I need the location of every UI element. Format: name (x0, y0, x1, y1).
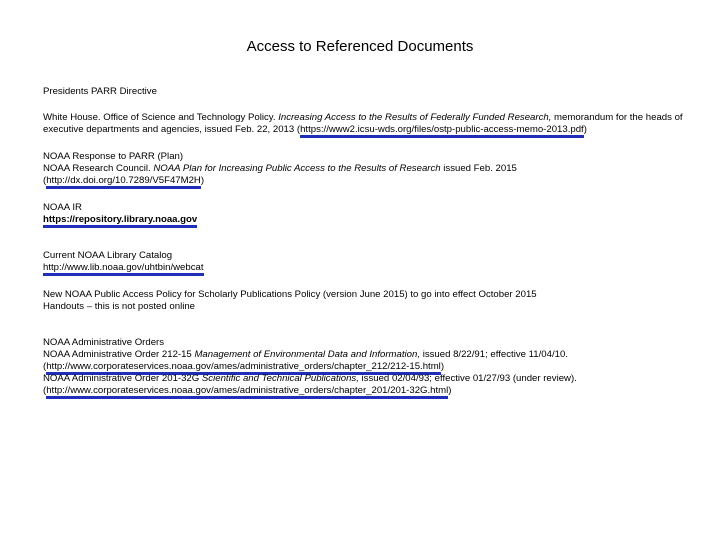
catalog-link-line (43, 262, 693, 274)
admin-order-201-32g-link[interactable]: http://www.corporateservices.noaa.gov/ames/administrative_orders/chapter_201/201-32G.html (46, 385, 448, 399)
admin-order-1: NOAA Administrative Order 212-15 Management of Environmental Data and Information, issued 8/22/91; effective 11/04/10. (43, 349, 568, 360)
admin-orders-heading: NOAA Administrative Orders (43, 337, 165, 348)
parr-heading: Presidents PARR Directive (43, 86, 157, 97)
document-body (43, 86, 693, 397)
noaa-ir-link-line (43, 214, 693, 226)
admin-order-2-link-line: (http://www.corporateservices.noaa.gov/ames/administrative_orders/chapter_201/201-32G.html) (43, 385, 693, 397)
admin-order-1-link-line: (http://www.corporateservices.noaa.gov/ames/administrative_orders/chapter_212/212-15.html) (43, 361, 693, 373)
noaa-ir-link[interactable]: https://repository.library.noaa.gov (43, 214, 197, 228)
parr-paragraph: White House. Office of Science and Technology Policy. Increasing Access to the Results of Federally Funded Research, memorandum for the heads of executive departments and agencies, issued Feb. 22, 2013 (https://www2.icsu-wds.org/files/ostp-public-access-memo-2013.pdf) (43, 112, 693, 136)
admin-order-212-15-link[interactable]: http://www.corporateservices.noaa.gov/ames/administrative_orders/chapter_212/212-15.html (46, 361, 441, 375)
noaa-plan-heading: NOAA Response to PARR (Plan) (43, 151, 184, 162)
noaa-plan-paragraph: NOAA Research Council. NOAA Plan for Increasing Public Access to the Results of Research issued Feb. 2015 (43, 163, 517, 174)
noaa-plan-doi-link[interactable]: http://dx.doi.org/10.7289/V5F47M2H (46, 175, 201, 189)
ostp-memo-link[interactable]: https://www2.icsu-wds.org/files/ostp-public-access-memo-2013.pdf (300, 124, 584, 138)
admin-order-2: NOAA Administrative Order 201-32G Scientific and Technical Publications, issued 02/04/93; effective 01/27/93 (under review). (43, 373, 577, 384)
handouts-line: Handouts – this is not posted online (43, 301, 196, 312)
page-title: Access to Referenced Documents (246, 38, 474, 55)
noaa-plan-link-line: (http://dx.doi.org/10.7289/V5F47M2H) (43, 175, 693, 187)
noaa-ir-heading: NOAA IR (43, 202, 82, 213)
policy-line: New NOAA Public Access Policy for Scholarly Publications Policy (version June 2015) to go into effect October 2015 (43, 289, 537, 300)
catalog-link[interactable]: http://www.lib.noaa.gov/uhtbin/webcat (43, 262, 204, 276)
catalog-heading: Current NOAA Library Catalog (43, 250, 173, 261)
